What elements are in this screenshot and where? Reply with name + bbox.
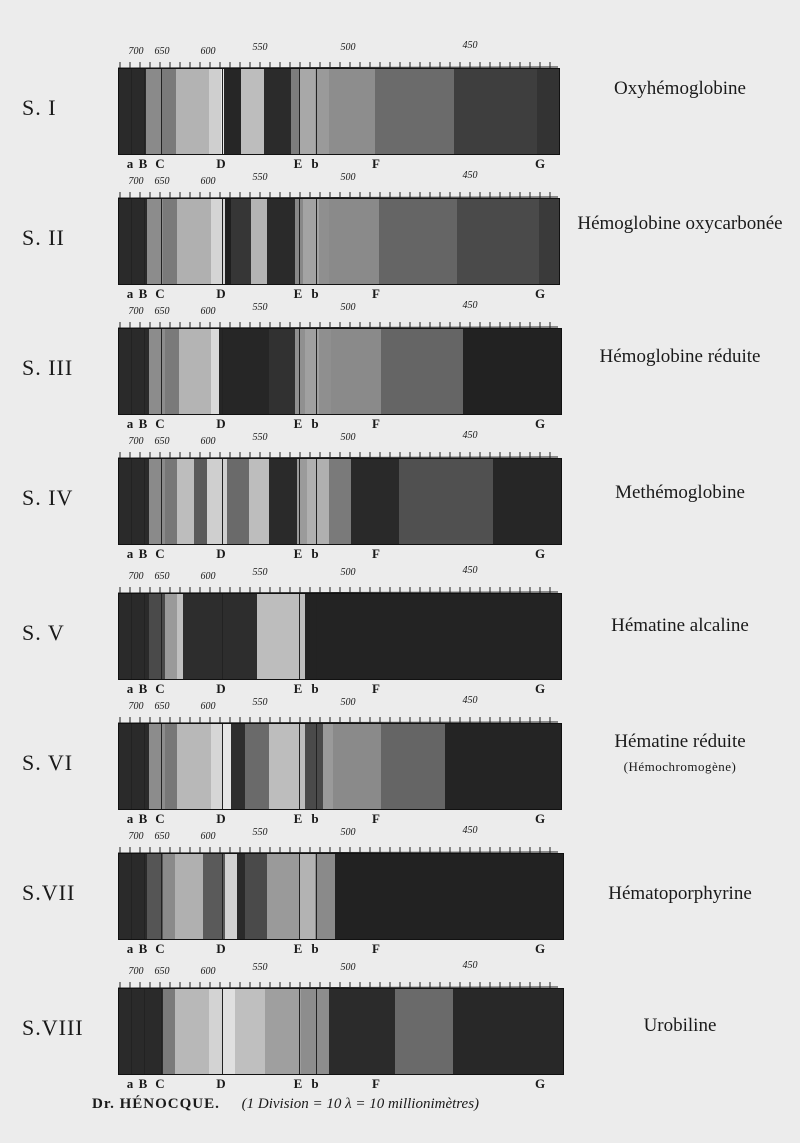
absorption-band bbox=[175, 989, 209, 1074]
wavelength-scale bbox=[118, 695, 563, 725]
line-letter: E bbox=[293, 286, 303, 301]
absorption-band bbox=[209, 989, 223, 1074]
wavelength-scale bbox=[118, 40, 563, 70]
absorption-band bbox=[146, 69, 162, 154]
absorption-band bbox=[265, 989, 301, 1074]
row-numeral: S.VII bbox=[22, 880, 76, 905]
fraunhofer-line bbox=[131, 724, 132, 809]
row-numeral: S. I bbox=[22, 95, 57, 120]
line-letter: G bbox=[534, 941, 546, 956]
absorption-band bbox=[165, 329, 179, 414]
line-letter: C bbox=[155, 286, 165, 301]
absorption-band bbox=[177, 459, 194, 544]
absorption-band bbox=[251, 199, 267, 284]
line-letter: G bbox=[534, 416, 546, 431]
absorption-band bbox=[177, 199, 211, 284]
line-letter: D bbox=[216, 546, 226, 561]
absorption-band bbox=[207, 459, 227, 544]
spectrum-row bbox=[0, 825, 800, 960]
line-letter: E bbox=[293, 1076, 303, 1091]
wavelength-scale bbox=[118, 430, 563, 460]
fraunhofer-line bbox=[316, 724, 317, 809]
line-letter: B bbox=[138, 681, 148, 696]
fraunhofer-line bbox=[222, 724, 223, 809]
absorption-band bbox=[329, 69, 375, 154]
absorption-band bbox=[225, 854, 237, 939]
absorption-band bbox=[119, 854, 147, 939]
scale-label: 650 bbox=[154, 306, 170, 317]
spectrum-strip bbox=[118, 458, 562, 545]
fraunhofer-line bbox=[161, 724, 162, 809]
scale-label: 550 bbox=[252, 567, 268, 578]
compound-name: Hématine alcaline bbox=[611, 615, 749, 636]
spectrum-strip bbox=[118, 593, 562, 680]
scale-label: 450 bbox=[462, 300, 478, 311]
scale-ticks bbox=[118, 40, 563, 70]
row-numeral: S. III bbox=[22, 355, 74, 380]
absorption-band bbox=[224, 69, 241, 154]
row-numeral: S. IV bbox=[22, 485, 74, 510]
spectrum-row bbox=[0, 40, 800, 175]
fraunhofer-line bbox=[144, 989, 145, 1074]
scale-label: 450 bbox=[462, 40, 478, 51]
line-letter: C bbox=[155, 546, 165, 561]
scale-label: 550 bbox=[252, 302, 268, 313]
absorption-band bbox=[119, 199, 147, 284]
scale-label: 650 bbox=[154, 46, 170, 57]
spectrum-row bbox=[0, 300, 800, 435]
fraunhofer-line bbox=[299, 459, 300, 544]
absorption-band bbox=[264, 69, 291, 154]
scale-label: 650 bbox=[154, 176, 170, 187]
line-letter: b bbox=[311, 811, 319, 826]
absorption-band bbox=[241, 69, 264, 154]
scale-label: 700 bbox=[128, 966, 144, 977]
absorption-band bbox=[245, 724, 269, 809]
scale-label: 500 bbox=[340, 42, 356, 53]
absorption-band bbox=[149, 724, 165, 809]
scale-label: 650 bbox=[154, 701, 170, 712]
fraunhofer-line bbox=[316, 199, 317, 284]
fraunhofer-line bbox=[144, 69, 145, 154]
absorption-band bbox=[183, 594, 257, 679]
absorption-band bbox=[175, 854, 203, 939]
scale-label: 550 bbox=[252, 697, 268, 708]
absorption-band bbox=[329, 199, 379, 284]
row-numeral: S. V bbox=[22, 620, 65, 645]
absorption-band bbox=[379, 199, 457, 284]
absorption-band bbox=[179, 329, 211, 414]
scale-label: 700 bbox=[128, 571, 144, 582]
fraunhofer-line bbox=[144, 459, 145, 544]
scale-ticks bbox=[118, 430, 563, 460]
scale-label: 450 bbox=[462, 170, 478, 181]
line-letter: F bbox=[372, 941, 380, 956]
scale-label: 450 bbox=[462, 430, 478, 441]
scale-label: 600 bbox=[200, 46, 216, 57]
absorption-band bbox=[119, 989, 163, 1074]
scale-label: 700 bbox=[128, 176, 144, 187]
absorption-band bbox=[209, 69, 221, 154]
absorption-band bbox=[457, 199, 539, 284]
scale-label: 500 bbox=[340, 697, 356, 708]
scale-label: 600 bbox=[200, 436, 216, 447]
absorption-band bbox=[269, 459, 297, 544]
line-letter: E bbox=[293, 811, 303, 826]
compound-name: Hémoglobine réduite bbox=[599, 346, 761, 367]
scale-ticks bbox=[118, 565, 563, 595]
line-letter: E bbox=[293, 681, 303, 696]
fraunhofer-line bbox=[144, 854, 145, 939]
line-letter: F bbox=[372, 416, 380, 431]
row-numeral: S. II bbox=[22, 225, 65, 250]
line-letter: G bbox=[534, 156, 546, 171]
absorption-band bbox=[319, 199, 329, 284]
compound-name: Hémoglobine oxycarbonée bbox=[577, 213, 783, 234]
spectrum-strip bbox=[118, 853, 564, 940]
absorption-band bbox=[269, 329, 295, 414]
scale-label: 500 bbox=[340, 827, 356, 838]
scale-label: 550 bbox=[252, 432, 268, 443]
absorption-band bbox=[165, 594, 177, 679]
absorption-band bbox=[331, 329, 381, 414]
line-letter: E bbox=[293, 416, 303, 431]
line-letter: B bbox=[138, 811, 148, 826]
wavelength-scale bbox=[118, 300, 563, 330]
fraunhofer-line bbox=[222, 854, 223, 939]
scale-label: 500 bbox=[340, 432, 356, 443]
absorption-band bbox=[223, 989, 235, 1074]
line-letter: a bbox=[126, 286, 134, 301]
absorption-band bbox=[176, 69, 209, 154]
absorption-band bbox=[149, 329, 165, 414]
line-letter: b bbox=[311, 546, 319, 561]
fraunhofer-line bbox=[161, 329, 162, 414]
author-credit: Dr. HÉNOCQUE. bbox=[92, 1096, 220, 1112]
absorption-band bbox=[329, 459, 351, 544]
absorption-band bbox=[315, 69, 329, 154]
line-letter: E bbox=[293, 156, 303, 171]
fraunhofer-line bbox=[316, 329, 317, 414]
absorption-band bbox=[177, 724, 211, 809]
scale-ticks bbox=[118, 825, 563, 855]
fraunhofer-line bbox=[222, 329, 223, 414]
compound-name: Hématine réduite bbox=[614, 731, 746, 752]
absorption-band bbox=[333, 724, 381, 809]
plate-footer bbox=[92, 1096, 479, 1113]
fraunhofer-line bbox=[299, 594, 300, 679]
line-letter: G bbox=[534, 286, 546, 301]
line-letter: D bbox=[216, 286, 226, 301]
fraunhofer-line bbox=[144, 594, 145, 679]
line-letter: G bbox=[534, 1076, 546, 1091]
absorption-band bbox=[163, 854, 175, 939]
compound-subtitle: (Hémochromogène) bbox=[623, 759, 737, 774]
absorption-band bbox=[267, 199, 295, 284]
scale-label: 600 bbox=[200, 966, 216, 977]
absorption-band bbox=[315, 854, 335, 939]
fraunhofer-line bbox=[299, 989, 300, 1074]
absorption-band bbox=[375, 69, 454, 154]
line-letter: a bbox=[126, 156, 134, 171]
compound-name: Methémoglobine bbox=[615, 482, 745, 503]
line-letter: B bbox=[138, 1076, 148, 1091]
line-letter: C bbox=[155, 416, 165, 431]
line-letter: E bbox=[293, 546, 303, 561]
absorption-band bbox=[223, 724, 231, 809]
line-letter: F bbox=[372, 811, 380, 826]
scale-ticks bbox=[118, 170, 563, 200]
scale-ticks bbox=[118, 695, 563, 725]
absorption-band bbox=[219, 329, 269, 414]
fraunhofer-line bbox=[299, 854, 300, 939]
fraunhofer-line bbox=[131, 69, 132, 154]
fraunhofer-line bbox=[161, 989, 162, 1074]
absorption-band bbox=[335, 854, 563, 939]
line-letter: a bbox=[126, 941, 134, 956]
line-letter: C bbox=[155, 156, 165, 171]
scale-label: 600 bbox=[200, 306, 216, 317]
absorption-band bbox=[537, 69, 559, 154]
fraunhofer-line bbox=[222, 199, 223, 284]
absorption-band bbox=[231, 724, 245, 809]
absorption-band bbox=[299, 854, 315, 939]
fraunhofer-line bbox=[131, 854, 132, 939]
line-letter: B bbox=[138, 156, 148, 171]
wavelength-scale bbox=[118, 825, 563, 855]
absorption-band bbox=[463, 329, 561, 414]
scale-note: (1 Division = 10 λ = 10 millionimètres) bbox=[241, 1096, 480, 1112]
scale-label: 650 bbox=[154, 831, 170, 842]
line-letter: b bbox=[311, 156, 319, 171]
absorption-band bbox=[211, 329, 219, 414]
line-letter: F bbox=[372, 1076, 380, 1091]
scale-label: 550 bbox=[252, 42, 268, 53]
absorption-band bbox=[445, 724, 561, 809]
scale-label: 550 bbox=[252, 962, 268, 973]
scale-label: 550 bbox=[252, 827, 268, 838]
spectrum-strip bbox=[118, 723, 562, 810]
line-letter: a bbox=[126, 1076, 134, 1091]
line-letter: C bbox=[155, 1076, 165, 1091]
line-letter: B bbox=[138, 546, 148, 561]
scale-label: 450 bbox=[462, 825, 478, 836]
line-letter: a bbox=[126, 811, 134, 826]
fraunhofer-line bbox=[299, 199, 300, 284]
scale-label: 600 bbox=[200, 176, 216, 187]
fraunhofer-line bbox=[131, 459, 132, 544]
spectrum-strip bbox=[118, 198, 560, 285]
row-numeral: S.VIII bbox=[22, 1015, 84, 1040]
compound-name: Urobiline bbox=[643, 1015, 717, 1036]
line-letter: D bbox=[216, 1076, 226, 1091]
absorption-band bbox=[119, 69, 146, 154]
scale-label: 500 bbox=[340, 172, 356, 183]
line-letter: D bbox=[216, 156, 226, 171]
spectrum-row bbox=[0, 170, 800, 305]
absorption-band bbox=[163, 199, 177, 284]
scale-label: 550 bbox=[252, 172, 268, 183]
line-letter: B bbox=[138, 941, 148, 956]
scale-ticks bbox=[118, 300, 563, 330]
absorption-band bbox=[267, 854, 299, 939]
scale-label: 650 bbox=[154, 571, 170, 582]
absorption-band bbox=[163, 989, 175, 1074]
fraunhofer-line bbox=[316, 69, 317, 154]
line-letter: b bbox=[311, 416, 319, 431]
row-numeral: S. VI bbox=[22, 750, 74, 775]
line-letter: F bbox=[372, 286, 380, 301]
absorption-band bbox=[237, 854, 245, 939]
absorption-band bbox=[305, 594, 561, 679]
scale-label: 500 bbox=[340, 962, 356, 973]
absorption-band bbox=[231, 199, 251, 284]
line-letter: a bbox=[126, 681, 134, 696]
line-letter: b bbox=[311, 941, 319, 956]
spectrum-row bbox=[0, 960, 800, 1095]
line-letter: G bbox=[534, 681, 546, 696]
absorption-band bbox=[493, 459, 561, 544]
line-letter: F bbox=[372, 681, 380, 696]
absorption-band bbox=[381, 724, 445, 809]
scale-label: 600 bbox=[200, 571, 216, 582]
line-letter: C bbox=[155, 681, 165, 696]
fraunhofer-line bbox=[161, 459, 162, 544]
scale-label: 700 bbox=[128, 701, 144, 712]
absorption-band bbox=[299, 69, 315, 154]
spectrum-row bbox=[0, 430, 800, 565]
line-letter: E bbox=[293, 941, 303, 956]
absorption-band bbox=[307, 459, 329, 544]
absorption-band bbox=[453, 989, 563, 1074]
absorption-band bbox=[539, 199, 559, 284]
line-letter: b bbox=[311, 286, 319, 301]
absorption-band bbox=[301, 989, 329, 1074]
line-letter: G bbox=[534, 811, 546, 826]
absorption-band bbox=[257, 594, 305, 679]
fraunhofer-line bbox=[144, 329, 145, 414]
fraunhofer-line bbox=[131, 989, 132, 1074]
scale-label: 600 bbox=[200, 701, 216, 712]
line-letter: D bbox=[216, 416, 226, 431]
spectrum-strip bbox=[118, 328, 562, 415]
scale-label: 450 bbox=[462, 960, 478, 971]
scale-label: 700 bbox=[128, 831, 144, 842]
fraunhofer-line bbox=[299, 69, 300, 154]
absorption-band bbox=[162, 69, 176, 154]
fraunhofer-line bbox=[222, 594, 223, 679]
absorption-band bbox=[454, 69, 537, 154]
spectrum-row bbox=[0, 565, 800, 700]
scale-label: 700 bbox=[128, 46, 144, 57]
absorption-band bbox=[149, 594, 165, 679]
line-letter: B bbox=[138, 286, 148, 301]
absorption-band bbox=[399, 459, 493, 544]
absorption-band bbox=[194, 459, 207, 544]
absorption-band bbox=[165, 724, 177, 809]
fraunhofer-line bbox=[161, 69, 162, 154]
line-letter: B bbox=[138, 416, 148, 431]
absorption-band bbox=[235, 989, 265, 1074]
fraunhofer-line bbox=[131, 199, 132, 284]
fraunhofer-line bbox=[131, 329, 132, 414]
fraunhofer-line bbox=[316, 459, 317, 544]
scale-label: 650 bbox=[154, 966, 170, 977]
scale-ticks bbox=[118, 960, 563, 990]
scale-label: 600 bbox=[200, 831, 216, 842]
fraunhofer-line bbox=[161, 854, 162, 939]
line-letter: C bbox=[155, 811, 165, 826]
compound-name: Oxyhémoglobine bbox=[614, 78, 746, 99]
absorption-band bbox=[381, 329, 463, 414]
spectrum-row bbox=[0, 695, 800, 830]
line-letter: a bbox=[126, 546, 134, 561]
fraunhofer-line bbox=[144, 199, 145, 284]
line-letter: F bbox=[372, 546, 380, 561]
fraunhofer-line bbox=[222, 989, 223, 1074]
absorption-band bbox=[165, 459, 177, 544]
fraunhofer-line bbox=[299, 724, 300, 809]
fraunhofer-line bbox=[299, 329, 300, 414]
fraunhofer-line bbox=[316, 854, 317, 939]
line-letter: D bbox=[216, 681, 226, 696]
wavelength-scale bbox=[118, 565, 563, 595]
absorption-band bbox=[227, 459, 249, 544]
scale-label: 700 bbox=[128, 306, 144, 317]
fraunhofer-line bbox=[222, 69, 223, 154]
absorption-band bbox=[319, 329, 331, 414]
fraunhofer-line bbox=[222, 459, 223, 544]
fraunhofer-line bbox=[316, 989, 317, 1074]
line-letter: D bbox=[216, 811, 226, 826]
absorption-band bbox=[245, 854, 267, 939]
compound-name: Hématoporphyrine bbox=[608, 883, 752, 904]
absorption-band bbox=[291, 69, 299, 154]
line-letter: F bbox=[372, 156, 380, 171]
spectrum-strip bbox=[118, 988, 564, 1075]
fraunhofer-line bbox=[161, 199, 162, 284]
wavelength-scale bbox=[118, 960, 563, 990]
fraunhofer-line bbox=[131, 594, 132, 679]
absorption-band bbox=[149, 459, 165, 544]
absorption-band bbox=[295, 329, 305, 414]
scale-label: 450 bbox=[462, 565, 478, 576]
scale-label: 500 bbox=[340, 302, 356, 313]
wavelength-scale bbox=[118, 170, 563, 200]
absorption-band bbox=[395, 989, 453, 1074]
spectrum-strip bbox=[118, 68, 560, 155]
line-letter: b bbox=[311, 1076, 319, 1091]
absorption-band bbox=[351, 459, 399, 544]
scale-label: 450 bbox=[462, 695, 478, 706]
line-letter: G bbox=[534, 546, 546, 561]
fraunhofer-line bbox=[316, 594, 317, 679]
absorption-band bbox=[305, 724, 323, 809]
line-letter: a bbox=[126, 416, 134, 431]
line-letter: D bbox=[216, 941, 226, 956]
absorption-band bbox=[323, 724, 333, 809]
absorption-band bbox=[329, 989, 395, 1074]
fraunhofer-line bbox=[144, 724, 145, 809]
line-letter: C bbox=[155, 941, 165, 956]
scale-label: 700 bbox=[128, 436, 144, 447]
absorption-band bbox=[249, 459, 269, 544]
fraunhofer-line bbox=[161, 594, 162, 679]
scale-label: 650 bbox=[154, 436, 170, 447]
line-letter: b bbox=[311, 681, 319, 696]
scale-label: 500 bbox=[340, 567, 356, 578]
